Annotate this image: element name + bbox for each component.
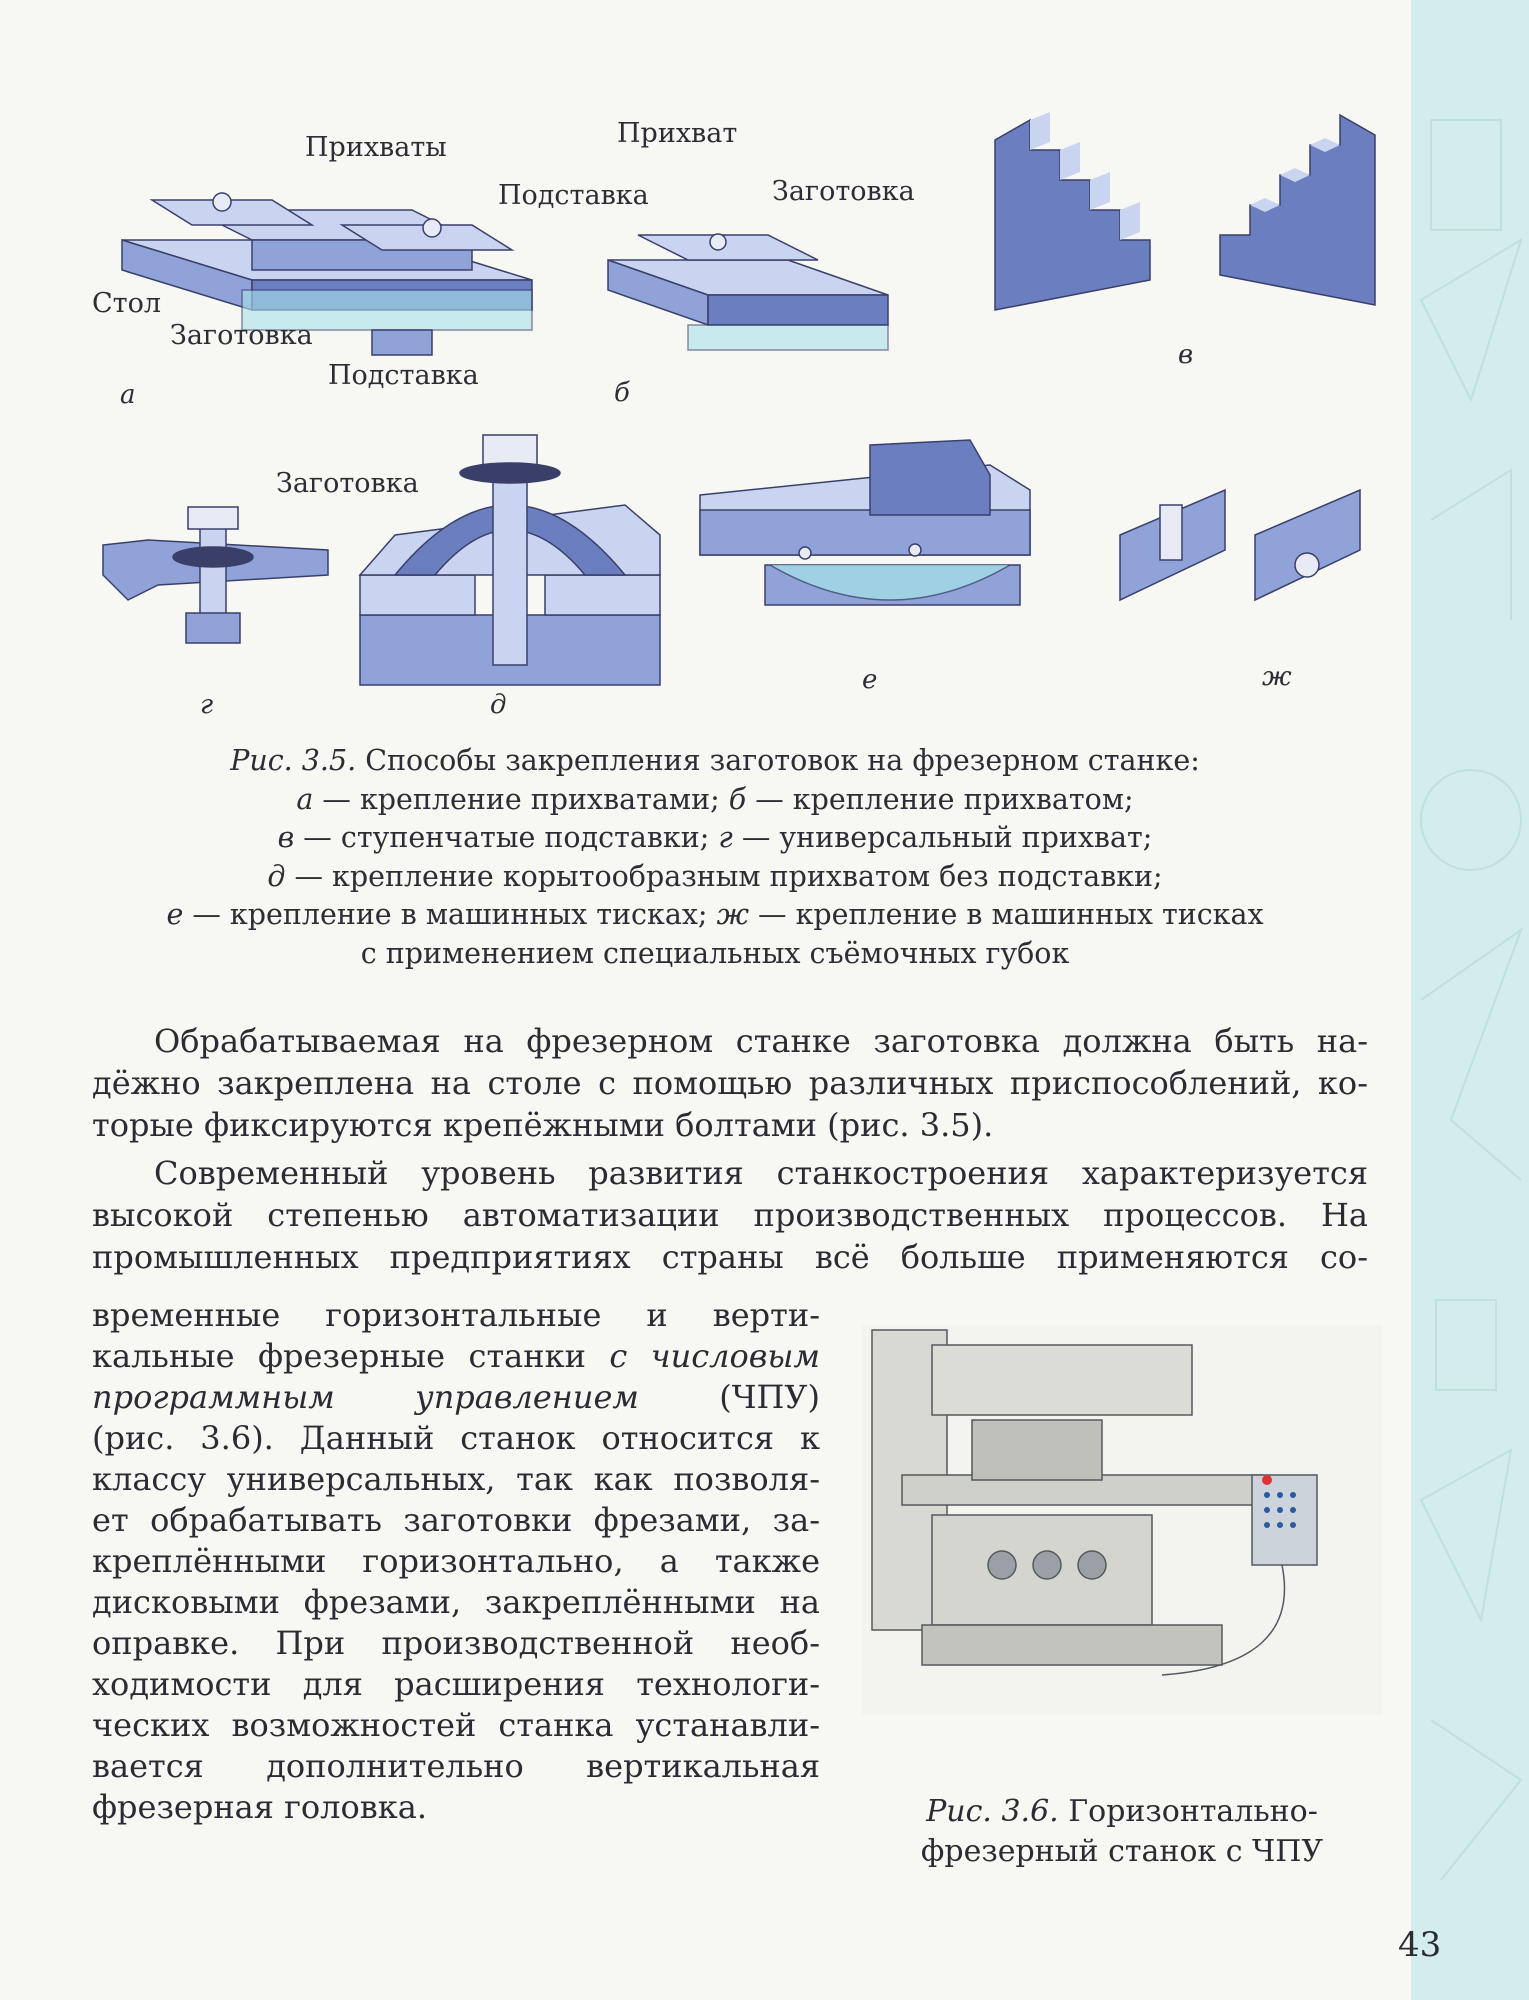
paragraph-1-line: дёжно закреплена на столе с помощью различных приспособлений, ко- bbox=[92, 1064, 1368, 1102]
caption-3-5-l5c: ж bbox=[716, 898, 749, 931]
figure-e-machine-vise bbox=[690, 435, 1050, 635]
figure-3-5-caption bbox=[100, 742, 1330, 973]
paragraph-2-line: промышленных предприятиях страны всё больше применяются со- bbox=[92, 1238, 1368, 1276]
column-italic: с числовым bbox=[609, 1337, 821, 1375]
caption-3-5-l3d: — универсальный прихват; bbox=[732, 821, 1153, 854]
column-line: временные горизонтальные и верти- bbox=[92, 1296, 820, 1334]
paragraph-1-line: Обрабатываемая на фрезерном станке заготовка должна быть на- bbox=[154, 1022, 1368, 1060]
label-b-prihvat: Прихват bbox=[617, 118, 738, 149]
caption-3-5-prefix: Рис. 3.5. bbox=[230, 744, 357, 777]
letter-b: б bbox=[614, 378, 630, 408]
letter-d: д bbox=[490, 690, 507, 720]
caption-3-5-l3a: в bbox=[277, 821, 295, 854]
label-b-podstavka: Подставка bbox=[498, 180, 649, 211]
label-a-stol: Стол bbox=[92, 288, 162, 319]
caption-3-5-l5a: е bbox=[166, 898, 184, 931]
column-line: фрезерная головка. bbox=[92, 1788, 427, 1826]
column-text: кальные фрезерные станки bbox=[92, 1337, 610, 1375]
column-line: креплёнными горизонтально, а также bbox=[92, 1542, 820, 1580]
column-line: дисковыми фрезами, закреплёнными на bbox=[92, 1583, 820, 1621]
letter-zh: ж bbox=[1262, 662, 1292, 692]
column-line: классу универсальных, так как позволя- bbox=[92, 1460, 820, 1498]
caption-3-5-l5d: — крепление в машинных тисках bbox=[748, 898, 1264, 931]
label-d-zagotovka: Заготовка bbox=[276, 468, 419, 499]
figure-d-u-shaped-clamp bbox=[355, 425, 665, 690]
caption-3-5-l2a: а bbox=[296, 782, 314, 816]
paragraph-1 bbox=[92, 1020, 1368, 1146]
column-line: ходимости для расширения технологи- bbox=[92, 1665, 820, 1703]
caption-3-5-l2c: б bbox=[728, 782, 747, 816]
paragraph-1-line: торые фиксируются крепёжными болтами (рис. 3.5). bbox=[92, 1106, 994, 1144]
caption-3-5-l2b: — крепление прихватами; bbox=[313, 782, 729, 816]
caption-3-5-line1: Способы закрепления заготовок на фрезерном станке: bbox=[356, 744, 1200, 777]
figure-b-clamp bbox=[598, 220, 898, 360]
column-line: ет обрабатывать заготовки фрезами, за- bbox=[92, 1501, 820, 1539]
column-line bbox=[92, 1336, 820, 1377]
caption-3-6-prefix: Рис. 3.6. bbox=[926, 1794, 1059, 1829]
caption-3-5-l5b: — крепление в машинных тисках; bbox=[183, 898, 717, 931]
caption-3-5-l2d: — крепление прихватом; bbox=[746, 782, 1134, 816]
label-a-prihvaty: Прихваты bbox=[305, 132, 447, 163]
label-a-podstavka: Подставка bbox=[328, 360, 479, 391]
caption-3-5-l4b: — крепление корытообразным прихватом без подставки; bbox=[285, 859, 1163, 893]
column-italic: программным управлением bbox=[92, 1378, 639, 1416]
decorative-sidebar bbox=[1411, 0, 1529, 2000]
page-number: 43 bbox=[1398, 1925, 1442, 1965]
figure-v-stepped-supports bbox=[990, 110, 1380, 320]
sidebar-pattern bbox=[1411, 0, 1529, 2000]
cnc-milling-machine-photo bbox=[862, 1325, 1382, 1715]
paragraph-2 bbox=[92, 1152, 1368, 1278]
column-line: вается дополнительно вертикальная bbox=[92, 1747, 820, 1785]
column-line: оправке. При производственной необ- bbox=[92, 1624, 820, 1662]
caption-3-5-l4a: д bbox=[267, 859, 286, 893]
label-b-zagotovka: Заготовка bbox=[772, 176, 915, 207]
paragraph-2-column bbox=[92, 1295, 820, 1828]
paragraph-2-line: Современный уровень развития станкостроения характеризуется bbox=[154, 1154, 1368, 1192]
column-line: (рис. 3.6). Данный станок относится к bbox=[92, 1419, 820, 1457]
column-text: (ЧПУ) bbox=[638, 1378, 821, 1416]
paragraph-2-line: высокой степенью автоматизации производственных процессов. На bbox=[92, 1196, 1368, 1234]
column-line: ческих возможностей станка устанавли- bbox=[92, 1706, 820, 1744]
letter-a: а bbox=[120, 380, 136, 410]
figure-g-universal-clamp bbox=[98, 505, 338, 655]
column-line bbox=[92, 1377, 820, 1418]
caption-3-5-l6: с применением специальных съёмочных губок bbox=[360, 936, 1070, 970]
figure-3-6-caption bbox=[862, 1792, 1382, 1872]
caption-3-6-text2: фрезерный станок с ЧПУ bbox=[920, 1834, 1324, 1869]
letter-v: в bbox=[1178, 340, 1194, 370]
caption-3-5-l3c: г bbox=[718, 821, 733, 854]
figure-zh-special-jaws bbox=[1115, 475, 1375, 615]
caption-3-5-l3b: — ступенчатые подставки; bbox=[294, 821, 719, 854]
letter-g: г bbox=[200, 690, 214, 720]
letter-e: е bbox=[862, 665, 878, 695]
label-a-zagotovka: Заготовка bbox=[170, 320, 313, 351]
caption-3-6-text1: Горизонтально- bbox=[1058, 1794, 1318, 1829]
